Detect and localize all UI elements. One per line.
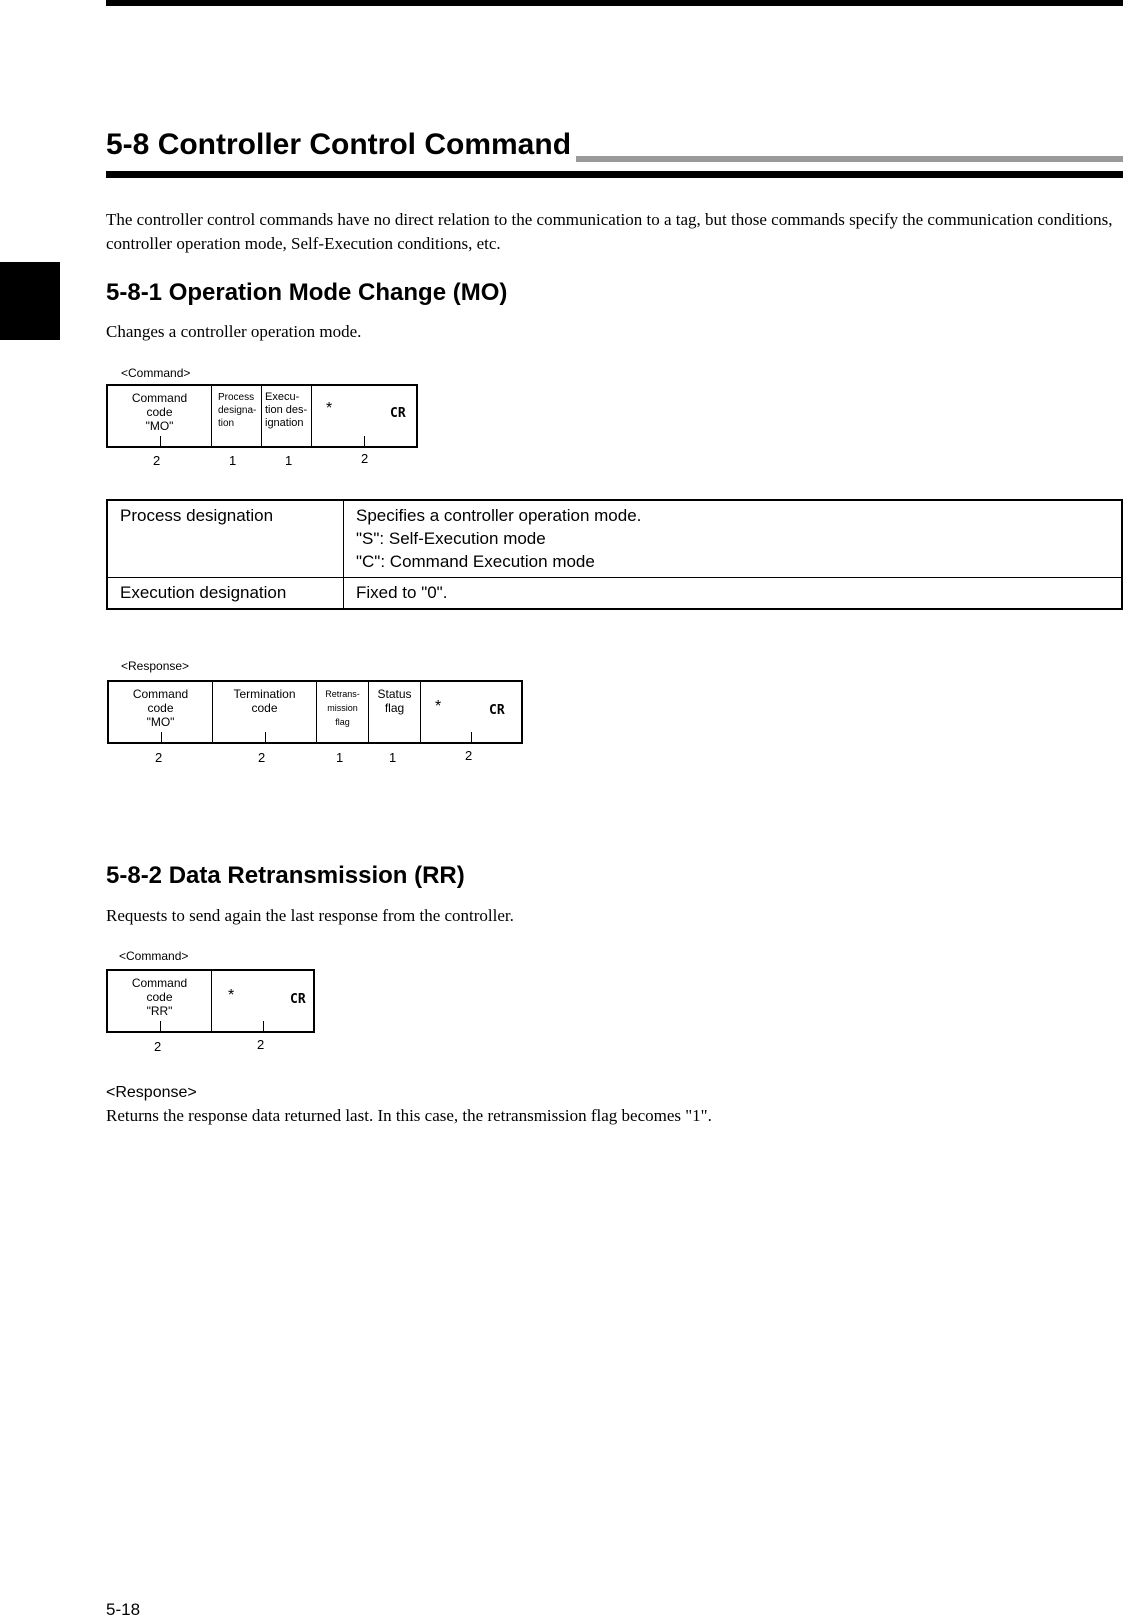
cr-symbol: CR: [489, 703, 505, 718]
rr-title: 5-8-2 Data Retransmission (RR): [106, 862, 465, 889]
table-cell-name: Execution designation: [107, 578, 344, 610]
mo-response-label: <Response>: [121, 659, 190, 673]
mo-cmd-size: 1: [285, 453, 293, 468]
asterisk-icon: *: [326, 400, 333, 417]
table-cell-value: Fixed to "0".: [344, 578, 1123, 610]
mo-resp-size: 2: [465, 748, 473, 763]
mo-cmd-size: 2: [361, 451, 369, 466]
rr-desc: Requests to send again the last response from the controller.: [106, 906, 514, 925]
mo-cmd-cell-terminator: [312, 386, 416, 446]
mo-description-table: [106, 499, 1123, 610]
mo-desc: Changes a controller operation mode.: [106, 322, 362, 341]
mo-resp-cell-terminator: [421, 682, 521, 742]
rr-cmd-cell-terminator: [212, 971, 313, 1031]
mo-resp-size: 1: [389, 750, 397, 765]
mo-resp-cell-status: Status flag: [369, 682, 421, 742]
rr-cmd-cell-code: Command code "RR": [108, 971, 212, 1031]
mo-response-frame: [107, 680, 523, 744]
table-cell-value: Specifies a controller operation mode. "S": Self-Execution mode "C": Command Execution mode: [344, 500, 1123, 578]
mo-resp-size: 1: [336, 750, 344, 765]
mo-cmd-size: 1: [229, 453, 237, 468]
asterisk-icon: *: [228, 987, 235, 1004]
page-number: 5-18: [106, 1600, 141, 1619]
mo-resp-cell-code: Command code "MO": [109, 682, 213, 742]
title-rule-black: [106, 171, 1123, 178]
mo-cmd-cell-process: Process designa- tion: [212, 386, 262, 446]
cr-symbol: CR: [390, 406, 406, 421]
table-row: [107, 500, 1122, 578]
asterisk-icon: *: [435, 698, 442, 715]
mo-resp-cell-termination: Termination code: [213, 682, 317, 742]
rr-cmd-size: 2: [154, 1039, 162, 1054]
mo-resp-size: 2: [258, 750, 266, 765]
rr-cmd-size: 2: [257, 1037, 265, 1052]
mo-resp-size: 2: [155, 750, 163, 765]
table-cell-name: Process designation: [107, 500, 344, 578]
rr-command-label: <Command>: [119, 949, 189, 963]
mo-command-label: <Command>: [121, 366, 191, 380]
rr-response-text: Returns the response data returned last. In this case, the retransmission flag becomes "1".: [106, 1106, 712, 1125]
rr-response-label: <Response>: [106, 1084, 197, 1101]
mo-command-frame: [106, 384, 418, 448]
mo-cmd-cell-execution: Execu- tion des- ignation: [262, 386, 312, 446]
mo-resp-cell-retrans: Retrans- mission flag: [317, 682, 369, 742]
mo-cmd-size: 2: [153, 453, 161, 468]
top-rule: [106, 0, 1123, 6]
mo-cmd-cell-code: Command code "MO": [108, 386, 212, 446]
section-intro: The controller control commands have no direct relation to the communication to a tag, but those commands specify the communication conditions, controller operation mode, Self-Execution conditions, etc.: [106, 210, 1113, 253]
title-rule-grey: [576, 156, 1123, 162]
chapter-tab: [0, 262, 60, 340]
table-row: [107, 578, 1122, 610]
rr-command-frame: [106, 969, 315, 1033]
cr-symbol: CR: [290, 992, 306, 1007]
mo-title: 5-8-1 Operation Mode Change (MO): [106, 279, 508, 306]
section-title: 5-8 Controller Control Command: [106, 128, 572, 161]
